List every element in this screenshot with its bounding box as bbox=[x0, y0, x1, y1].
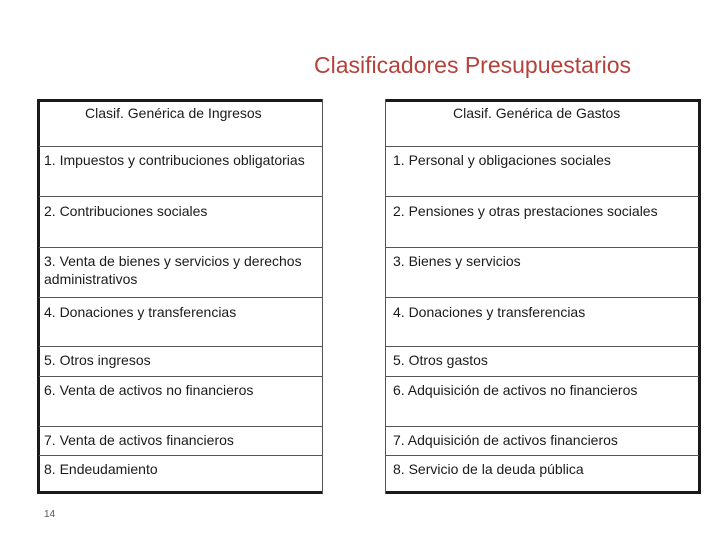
header-ingresos: Clasif. Genérica de Ingresos bbox=[85, 105, 262, 121]
gastos-item: 2. Pensiones y otras prestaciones sociales bbox=[393, 203, 658, 219]
row-divider bbox=[386, 376, 699, 377]
gastos-item: 3. Bienes y servicios bbox=[393, 253, 521, 269]
gastos-item: 1. Personal y obligaciones sociales bbox=[393, 152, 611, 168]
column-gap bbox=[322, 99, 386, 494]
page-number: 14 bbox=[44, 509, 56, 520]
row-divider bbox=[386, 146, 699, 147]
gastos-item: 6. Adquisición de activos no financieros bbox=[393, 382, 638, 398]
row-divider bbox=[39, 426, 322, 427]
row-divider bbox=[39, 297, 322, 298]
row-divider bbox=[386, 297, 699, 298]
ingresos-item: 1. Impuestos y contribuciones obligatorias bbox=[44, 152, 305, 168]
row-divider bbox=[386, 346, 699, 347]
row-divider bbox=[386, 455, 699, 456]
header-gastos: Clasif. Genérica de Gastos bbox=[453, 105, 621, 121]
ingresos-item: 3. Venta de bienes y servicios y derechos administrativos bbox=[44, 253, 302, 287]
row-divider bbox=[386, 247, 699, 248]
slide-title: Clasificadores Presupuestarios bbox=[314, 52, 632, 78]
ingresos-item: 6. Venta de activos no financieros bbox=[44, 382, 254, 398]
ingresos-item: 4. Donaciones y transferencias bbox=[44, 304, 237, 320]
gastos-item: 4. Donaciones y transferencias bbox=[393, 304, 586, 320]
row-divider bbox=[39, 146, 322, 147]
gastos-item: 5. Otros gastos bbox=[393, 352, 488, 368]
ingresos-item: 8. Endeudamiento bbox=[44, 461, 158, 477]
gastos-item: 7. Adquisición de activos financieros bbox=[393, 432, 618, 448]
row-divider bbox=[39, 376, 322, 377]
row-divider bbox=[386, 196, 699, 197]
row-divider bbox=[39, 247, 322, 248]
row-divider bbox=[39, 196, 322, 197]
ingresos-item: 5. Otros ingresos bbox=[44, 352, 151, 368]
ingresos-item: 7. Venta de activos financieros bbox=[44, 432, 234, 448]
row-divider bbox=[39, 346, 322, 347]
ingresos-item: 2. Contribuciones sociales bbox=[44, 203, 208, 219]
gastos-item: 8. Servicio de la deuda pública bbox=[393, 461, 584, 477]
row-divider bbox=[39, 455, 322, 456]
row-divider bbox=[386, 426, 699, 427]
